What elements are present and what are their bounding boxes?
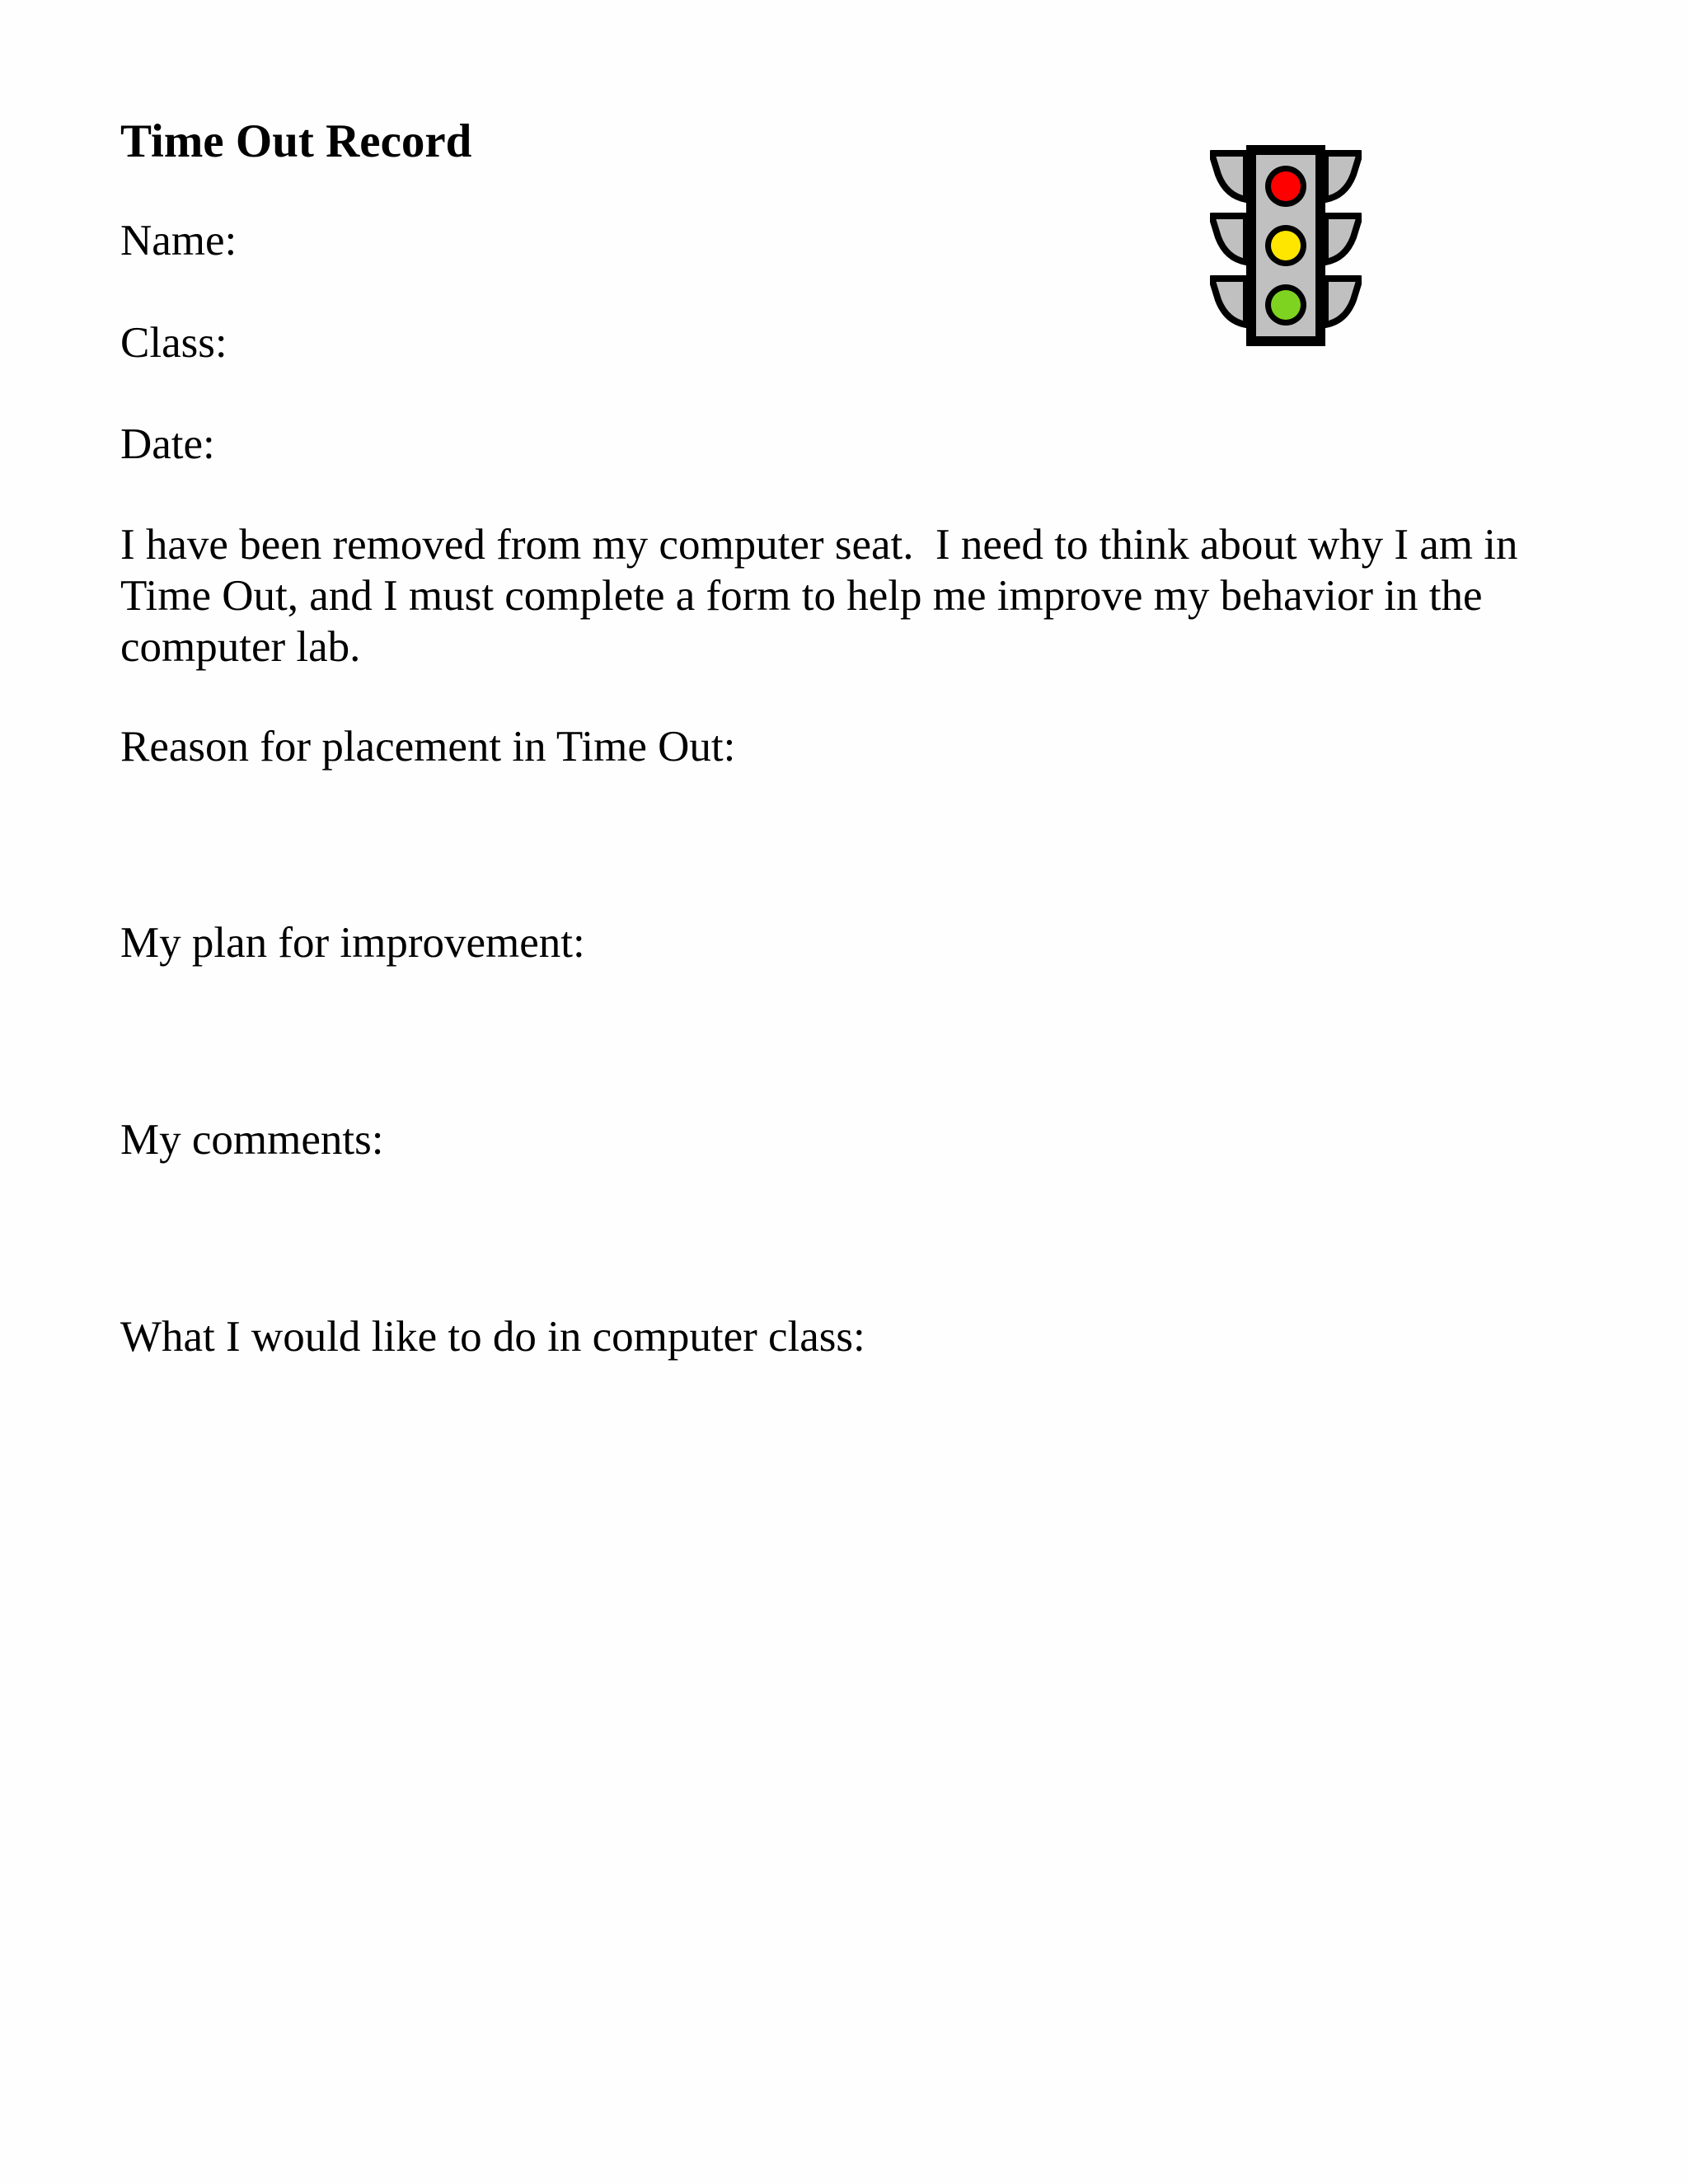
date-field-label: Date: — [120, 420, 215, 468]
class-field-label: Class: — [120, 319, 227, 367]
intro-paragraph — [120, 519, 1571, 673]
intro-line: Time Out, and I must complete a form to help me improve my behavior in the — [120, 572, 1483, 620]
comments-prompt: My comments: — [120, 1116, 384, 1164]
computer-class-wish-prompt: What I would like to do in computer class: — [120, 1313, 865, 1361]
reason-prompt: Reason for placement in Time Out: — [120, 723, 736, 771]
improvement-plan-prompt: My plan for improvement: — [120, 919, 585, 967]
page-title: Time Out Record — [120, 115, 472, 167]
traffic-light-icon — [1210, 142, 1362, 349]
intro-line: computer lab. — [120, 623, 361, 671]
name-field-label: Name: — [120, 217, 237, 265]
intro-line: I have been removed from my computer seat. I need to think about why I am in — [120, 521, 1518, 569]
